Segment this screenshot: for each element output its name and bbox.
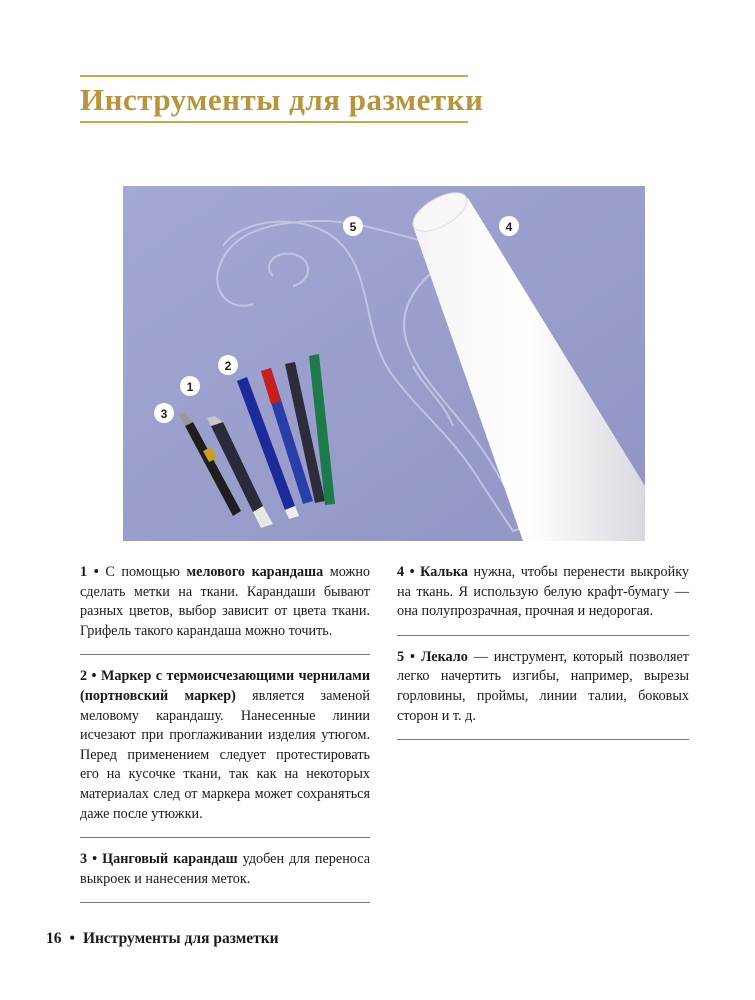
page-number: 16 (46, 930, 62, 947)
right-column (397, 563, 689, 752)
divider (80, 654, 370, 655)
svg-text:1: 1 (186, 380, 194, 394)
photo-label-5 (343, 216, 363, 236)
photo-label-2 (218, 355, 238, 375)
svg-text:2: 2 (224, 359, 232, 373)
tools-photo (123, 186, 645, 541)
svg-text:5: 5 (349, 220, 357, 234)
page-footer (46, 930, 279, 948)
photo-label-1 (180, 376, 200, 396)
divider (397, 739, 689, 740)
item-5: 5 • Лекало — инструмент, который позволяет легко начертить изгибы, например, вырезы горловины, проймы, линии талии, боковых сторон и т. д. (397, 648, 690, 724)
photo-label-3 (154, 403, 174, 423)
item-3: 3 • Цанговый карандаш удобен для переноса выкроек и нанесения меток. (80, 851, 371, 887)
divider (80, 837, 370, 838)
footer-separator: • (69, 930, 75, 947)
item-2: 2 • Маркер с термоисчезающими чернилами (портновский маркер) является заменой меловому карандашу. Нанесенные линии исчезают при проглаживании изделия утюгом. Перед применением следует протестировать его на кусочке ткани, так как на некоторых материалах след от маркера может сохраняться даже после утюжки. (80, 668, 371, 822)
divider (397, 635, 689, 636)
title-rule-bottom (80, 121, 468, 123)
svg-text:4: 4 (505, 220, 513, 234)
footer-section: Инструменты для разметки (82, 930, 279, 947)
divider (80, 902, 370, 903)
svg-text:3: 3 (160, 407, 168, 421)
item-1: 1 • С помощью мелового карандаша можно сделать метки на ткани. Карандаши бывают разных цветов, выбор зависит от цвета ткани. Грифель такого карандаша можно точить. (80, 564, 371, 639)
item-4: 4 • Калька нужна, чтобы перенести выкройку на ткань. Я использую белую крафт-бумагу — она полупрозрачная, прочная и недорогая. (397, 564, 690, 620)
page-title: Инструменты для разметки (80, 82, 484, 117)
photo-label-4 (499, 216, 519, 236)
left-column (80, 563, 370, 915)
title-rule-top (80, 75, 468, 77)
